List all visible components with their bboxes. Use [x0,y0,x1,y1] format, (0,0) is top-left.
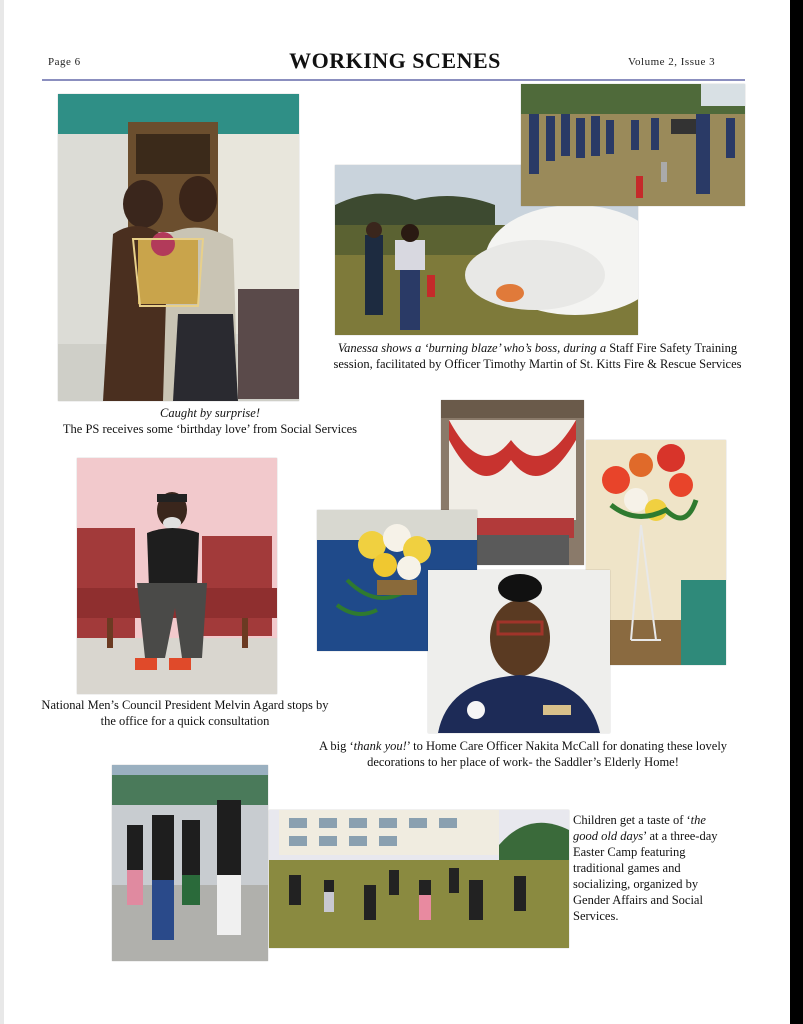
thank-you-caption-emph: thank you! [353,739,407,753]
fire-caption-text: Staff Fire Safety Training session, facilitated by Officer Timothy Martin of St. Kitts Fire & Rescue Services [333,341,742,371]
page-title: WORKING SCENES [289,48,501,73]
easter-caption-pre: Children get a taste of ‘ [573,813,691,827]
mens-council-caption-text: National Men’s Council President Melvin Agard stops by the office for a quick consultation [41,698,329,728]
children-street-photo [112,765,268,961]
mens-council-photo [77,458,277,694]
birthday-photo [58,94,299,401]
children-circle-game-photo [269,810,569,948]
birthday-caption-emph: Caught by surprise! [160,406,260,420]
birthday-caption [40,405,380,437]
thank-you-caption-post: ’ to Home Care Officer Nakita McCall for donating these lovely decorations to her place of work- the Saddler’s Elderly Home! [367,739,728,769]
fire-caption-emph: Vanessa shows a ‘burning blaze’ who’s boss, during a [337,341,607,355]
fire-caption [325,340,750,372]
thank-you-caption-pre: A big ‘ [318,739,354,753]
page-number: Page 6 [48,56,81,68]
officer-portrait-photo [428,570,610,733]
page-edge [0,0,4,1024]
header-rule [42,79,745,81]
thank-you-caption [318,738,728,770]
easter-caption [573,812,723,924]
issue-label: Volume 2, Issue 3 [628,56,716,68]
easter-caption-emph: the good old days [573,813,706,843]
birthday-caption-text: The PS receives some ‘birthday love’ from Social Services [62,422,358,436]
mens-council-caption [40,697,330,729]
easter-caption-post: ’ at a three-day Easter Camp featuring traditional games and socializing, organized by Gender Affairs and Social Services. [573,829,718,923]
fire-training-crowd-photo [521,84,745,206]
